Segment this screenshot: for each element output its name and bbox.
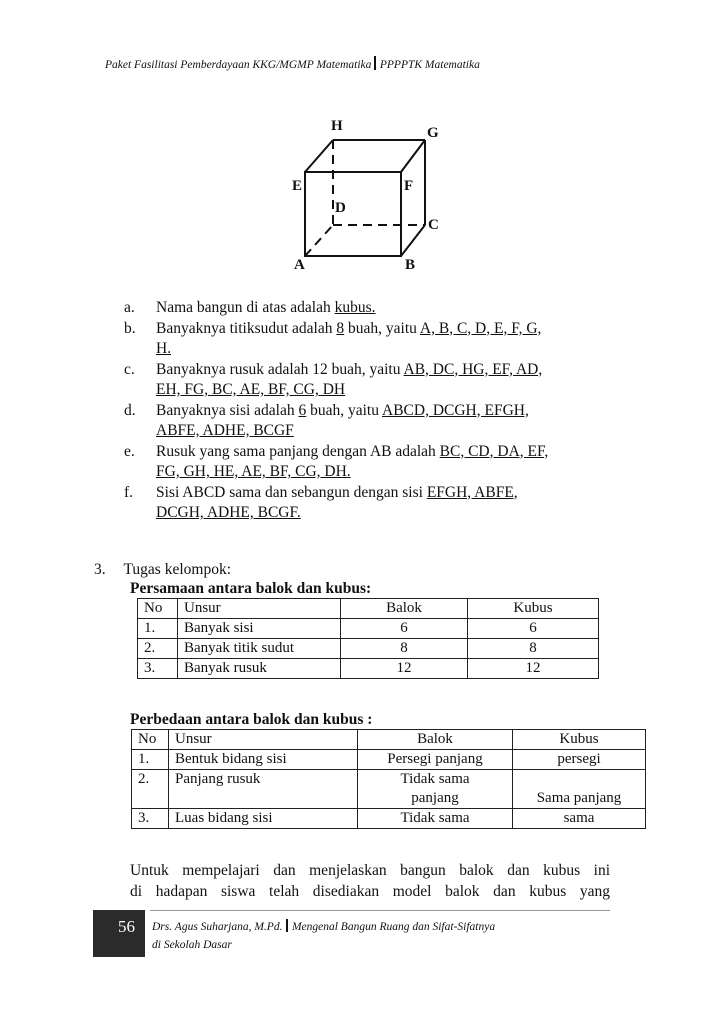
body-paragraph	[130, 861, 610, 902]
table-header-cell: Unsur	[169, 730, 358, 750]
edge-AD	[305, 225, 333, 256]
table-header-cell: No	[132, 730, 169, 750]
table-cell: 1.	[138, 619, 178, 639]
paragraph-line-2: di hadapan siswa telah disediakan model balok dan kubus yang	[130, 882, 610, 900]
table-row	[132, 809, 646, 829]
table-cell: Tidak sama panjang	[358, 770, 513, 809]
vertex-label-H: H	[331, 118, 343, 134]
table-cell: Tidak sama	[358, 809, 513, 829]
table-header-cell: Kubus	[468, 599, 599, 619]
table-cell: Persegi panjang	[358, 750, 513, 770]
footer-author: Drs. Agus Suharjana, M.Pd.	[152, 921, 283, 933]
list-item-b: b. Banyaknya titiksudut adalah 8 buah, yaitu A, B, C, D, E, F, G, H.	[124, 319, 542, 357]
table-header-row	[132, 730, 646, 750]
footer-title: Mengenal Bangun Ruang dan Sifat-Sifatnya	[291, 921, 496, 933]
task-number: 3.	[94, 561, 106, 578]
footer-title-line2: di Sekolah Dasar	[152, 939, 232, 951]
list-item-f: f. Sisi ABCD sama dan sebangun dengan sisi EFGH, ABFE, DCGH, ADHE, BCGF.	[124, 483, 518, 521]
table-cell: Banyak sisi	[178, 619, 341, 639]
cube-diagram	[0, 0, 728, 300]
list-item-e: e. Rusuk yang sama panjang dengan AB adalah BC, CD, DA, EF, FG, GH, HE, AE, BF, CG, DH.	[124, 442, 549, 480]
difference-table	[131, 729, 646, 829]
cube-front-face	[305, 172, 401, 256]
table-cell: 6	[468, 619, 599, 639]
footer-rule	[150, 910, 610, 911]
table-cell: 2.	[138, 639, 178, 659]
task-heading	[94, 560, 231, 581]
vertex-label-C: C	[428, 217, 439, 233]
footer-text	[152, 918, 495, 954]
list-item-d: d. Banyaknya sisi adalah 6 buah, yaitu ABCD, DCGH, EFGH, ABFE, ADHE, BCGF	[124, 401, 529, 439]
table-cell: 2.	[132, 770, 169, 809]
table-cell: Panjang rusuk	[169, 770, 358, 809]
table-cell: 12	[341, 659, 468, 679]
table-cell: Luas bidang sisi	[169, 809, 358, 829]
table-cell: Banyak titik sudut	[178, 639, 341, 659]
table-cell: 3.	[138, 659, 178, 679]
task-title: Tugas kelompok:	[123, 561, 232, 578]
table-row	[138, 639, 599, 659]
vertex-label-E: E	[292, 178, 303, 194]
vertex-label-B: B	[405, 257, 416, 273]
table-cell: Sama panjang	[513, 770, 646, 809]
header-left: Paket Fasilitasi Pemberdayaan KKG/MGMP Matematika	[105, 59, 372, 71]
table-row	[138, 619, 599, 639]
table-header-cell: Kubus	[513, 730, 646, 750]
table-cell: sama	[513, 809, 646, 829]
edge-EH	[305, 140, 333, 172]
table-header-cell: Unsur	[178, 599, 341, 619]
page-number: 56	[118, 917, 135, 936]
list-item-a: a. Nama bangun di atas adalah kubus.	[124, 299, 376, 316]
paragraph-line-1: Untuk mempelajari dan menjelaskan bangun balok dan kubus ini	[130, 862, 610, 879]
vertex-label-F: F	[404, 178, 414, 194]
table-header-row	[138, 599, 599, 619]
vertex-label-A: A	[294, 257, 305, 273]
vertex-label-G: G	[427, 125, 439, 141]
table1-caption: Persamaan antara balok dan kubus:	[130, 580, 372, 597]
cube-properties-list	[124, 298, 624, 524]
table-row	[132, 750, 646, 770]
table-row	[132, 770, 646, 809]
table2-caption: Perbedaan antara balok dan kubus :	[130, 711, 373, 728]
table-cell: 6	[341, 619, 468, 639]
edge-FG	[401, 140, 425, 172]
similarity-table	[137, 598, 599, 679]
vertex-label-D: D	[335, 200, 346, 216]
list-item-c: c. Banyaknya rusuk adalah 12 buah, yaitu AB, DC, HG, EF, AD, EH, FG, BC, AE, BF, CG, DH	[124, 360, 543, 398]
table-cell: 3.	[132, 809, 169, 829]
header-right: PPPPTK Matematika	[379, 59, 480, 71]
edge-BC	[401, 225, 425, 256]
table-cell: Bentuk bidang sisi	[169, 750, 358, 770]
table-header-cell: Balok	[341, 599, 468, 619]
table-cell: 12	[468, 659, 599, 679]
table-cell: 8	[341, 639, 468, 659]
footer-divider	[286, 919, 288, 932]
table-header-cell: Balok	[358, 730, 513, 750]
table-cell: 8	[468, 639, 599, 659]
table-row	[138, 659, 599, 679]
table-header-cell: No	[138, 599, 178, 619]
table-cell: Banyak rusuk	[178, 659, 341, 679]
table-cell: 1.	[132, 750, 169, 770]
table-cell: persegi	[513, 750, 646, 770]
